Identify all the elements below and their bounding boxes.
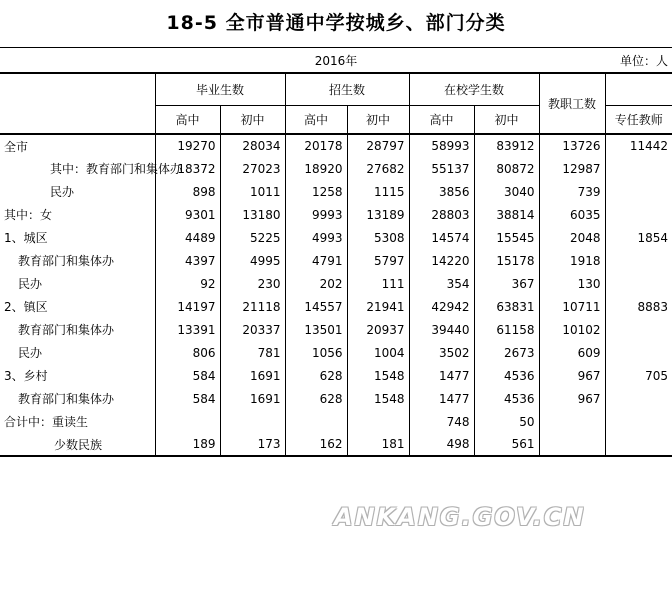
- table-cell: 1854: [605, 226, 672, 249]
- table-cell: 230: [220, 272, 285, 295]
- table-cell: 4995: [220, 249, 285, 272]
- table-cell: 83912: [474, 134, 539, 157]
- table-cell: 58993: [409, 134, 474, 157]
- table-cell: 130: [539, 272, 605, 295]
- table-cell: 628: [285, 364, 347, 387]
- table-cell: 14574: [409, 226, 474, 249]
- table-cell: 20337: [220, 318, 285, 341]
- row-label: 民办: [0, 341, 155, 364]
- table-cell: 584: [155, 387, 220, 410]
- table-cell: 50: [474, 410, 539, 433]
- table-cell: [605, 157, 672, 180]
- table-cell: [605, 272, 672, 295]
- table-cell: 4993: [285, 226, 347, 249]
- table-row: [0, 134, 672, 157]
- table-cell: 10711: [539, 295, 605, 318]
- header-full-time-teachers: 专任教师: [605, 105, 672, 134]
- table-cell: 1115: [347, 180, 409, 203]
- table-row: [0, 249, 672, 272]
- table-row: [0, 272, 672, 295]
- table-cell: 8883: [605, 295, 672, 318]
- table-row: [0, 341, 672, 364]
- row-label: 民办: [0, 180, 155, 203]
- table-cell: 13501: [285, 318, 347, 341]
- table-cell: [539, 433, 605, 456]
- table-cell: 1691: [220, 387, 285, 410]
- header-in-school: 在校学生数: [409, 73, 539, 105]
- table-cell: 1691: [220, 364, 285, 387]
- table-cell: 13180: [220, 203, 285, 226]
- table-cell: [605, 387, 672, 410]
- header-staff: 教职工数: [539, 73, 605, 134]
- table-row: [0, 157, 672, 180]
- row-label: 2、镇区: [0, 295, 155, 318]
- table-cell: 27682: [347, 157, 409, 180]
- table-cell: 781: [220, 341, 285, 364]
- table-cell: 4536: [474, 364, 539, 387]
- table-cell: [220, 410, 285, 433]
- table-cell: 3040: [474, 180, 539, 203]
- table-cell: 3502: [409, 341, 474, 364]
- table-cell: [155, 410, 220, 433]
- table-cell: 705: [605, 364, 672, 387]
- table-row: [0, 226, 672, 249]
- row-label: 少数民族: [0, 433, 155, 456]
- table-cell: 5225: [220, 226, 285, 249]
- table-cell: 63831: [474, 295, 539, 318]
- header-graduates-junior: 初中: [220, 105, 285, 134]
- table-cell: 42942: [409, 295, 474, 318]
- watermark-logo: ANKANG.GOV.CN: [334, 503, 586, 531]
- table-cell: 4536: [474, 387, 539, 410]
- table-cell: 4397: [155, 249, 220, 272]
- row-label: 3、乡村: [0, 364, 155, 387]
- table-cell: 739: [539, 180, 605, 203]
- table-cell: 21118: [220, 295, 285, 318]
- table-cell: [605, 203, 672, 226]
- table-row: [0, 433, 672, 456]
- table-cell: 13726: [539, 134, 605, 157]
- table-cell: 498: [409, 433, 474, 456]
- table-cell: 1477: [409, 387, 474, 410]
- table-cell: 28034: [220, 134, 285, 157]
- row-label: 合计中：重读生: [0, 410, 155, 433]
- table-cell: 6035: [539, 203, 605, 226]
- table-cell: 1004: [347, 341, 409, 364]
- table-cell: 584: [155, 364, 220, 387]
- table-cell: 55137: [409, 157, 474, 180]
- table-cell: 12987: [539, 157, 605, 180]
- table-cell: 1548: [347, 364, 409, 387]
- table-cell: 806: [155, 341, 220, 364]
- table-row: [0, 318, 672, 341]
- row-label: 全市: [0, 134, 155, 157]
- row-label: 教育部门和集体办: [0, 318, 155, 341]
- row-label: 其中：女: [0, 203, 155, 226]
- table-cell: 18372: [155, 157, 220, 180]
- table-cell: 14557: [285, 295, 347, 318]
- table-row: [0, 364, 672, 387]
- table-row: [0, 295, 672, 318]
- table-cell: 28803: [409, 203, 474, 226]
- table-cell: [539, 410, 605, 433]
- table-cell: 162: [285, 433, 347, 456]
- table-cell: 4791: [285, 249, 347, 272]
- table-cell: 367: [474, 272, 539, 295]
- table-cell: 561: [474, 433, 539, 456]
- unit-label: 单位：人: [619, 54, 668, 68]
- table-cell: 628: [285, 387, 347, 410]
- header-enrollment: 招生数: [285, 73, 409, 105]
- table-cell: 5797: [347, 249, 409, 272]
- table-cell: 1258: [285, 180, 347, 203]
- table-cell: 898: [155, 180, 220, 203]
- table-cell: [605, 433, 672, 456]
- table-cell: 9301: [155, 203, 220, 226]
- table-cell: 181: [347, 433, 409, 456]
- table-cell: 38814: [474, 203, 539, 226]
- table-cell: 2673: [474, 341, 539, 364]
- table-cell: 173: [220, 433, 285, 456]
- year-label: 2016年: [314, 54, 358, 68]
- row-label: 民办: [0, 272, 155, 295]
- table-row: [0, 203, 672, 226]
- table-cell: [605, 410, 672, 433]
- table-cell: 3856: [409, 180, 474, 203]
- table-cell: 14197: [155, 295, 220, 318]
- table-cell: 189: [155, 433, 220, 456]
- table-cell: 21941: [347, 295, 409, 318]
- header-graduates-high: 高中: [155, 105, 220, 134]
- table-cell: 13189: [347, 203, 409, 226]
- table-cell: 202: [285, 272, 347, 295]
- row-label: 教育部门和集体办: [0, 249, 155, 272]
- table-cell: [347, 410, 409, 433]
- table-row: [0, 410, 672, 433]
- row-label: 1、城区: [0, 226, 155, 249]
- table-cell: 2048: [539, 226, 605, 249]
- table-cell: [605, 318, 672, 341]
- table-cell: 13391: [155, 318, 220, 341]
- row-label: 其中：教育部门和集体办: [0, 157, 155, 180]
- title-divider: [0, 47, 672, 48]
- table-cell: 61158: [474, 318, 539, 341]
- table-cell: [605, 249, 672, 272]
- header-enrollment-high: 高中: [285, 105, 347, 134]
- table-cell: [605, 341, 672, 364]
- page-title: 18-5 全市普通中学按城乡、部门分类: [166, 12, 506, 34]
- table-cell: 10102: [539, 318, 605, 341]
- table-cell: 20937: [347, 318, 409, 341]
- table-cell: 15545: [474, 226, 539, 249]
- header-graduates: 毕业生数: [155, 73, 285, 105]
- table-cell: 111: [347, 272, 409, 295]
- table-cell: 748: [409, 410, 474, 433]
- table-cell: 11442: [605, 134, 672, 157]
- header-enrollment-junior: 初中: [347, 105, 409, 134]
- table-cell: 1011: [220, 180, 285, 203]
- table-cell: 27023: [220, 157, 285, 180]
- table-cell: 18920: [285, 157, 347, 180]
- table-cell: 19270: [155, 134, 220, 157]
- table-row: [0, 180, 672, 203]
- table-cell: 15178: [474, 249, 539, 272]
- table-cell: 1477: [409, 364, 474, 387]
- table-cell: 14220: [409, 249, 474, 272]
- statistics-table: [0, 72, 672, 457]
- table-cell: 28797: [347, 134, 409, 157]
- header-in-school-high: 高中: [409, 105, 474, 134]
- header-blank: [0, 73, 155, 134]
- table-cell: 39440: [409, 318, 474, 341]
- header-blank-right: [605, 73, 672, 105]
- table-cell: 609: [539, 341, 605, 364]
- table-cell: 9993: [285, 203, 347, 226]
- table-cell: 1056: [285, 341, 347, 364]
- table-cell: 20178: [285, 134, 347, 157]
- table-cell: 5308: [347, 226, 409, 249]
- table-cell: 80872: [474, 157, 539, 180]
- table-cell: [285, 410, 347, 433]
- header-row-1: [0, 73, 672, 105]
- table-row: [0, 387, 672, 410]
- table-cell: [605, 180, 672, 203]
- table-cell: 354: [409, 272, 474, 295]
- row-label: 教育部门和集体办: [0, 387, 155, 410]
- table-cell: 967: [539, 364, 605, 387]
- table-cell: 1918: [539, 249, 605, 272]
- table-cell: 967: [539, 387, 605, 410]
- table-cell: 4489: [155, 226, 220, 249]
- table-cell: 1548: [347, 387, 409, 410]
- table-cell: 92: [155, 272, 220, 295]
- header-in-school-junior: 初中: [474, 105, 539, 134]
